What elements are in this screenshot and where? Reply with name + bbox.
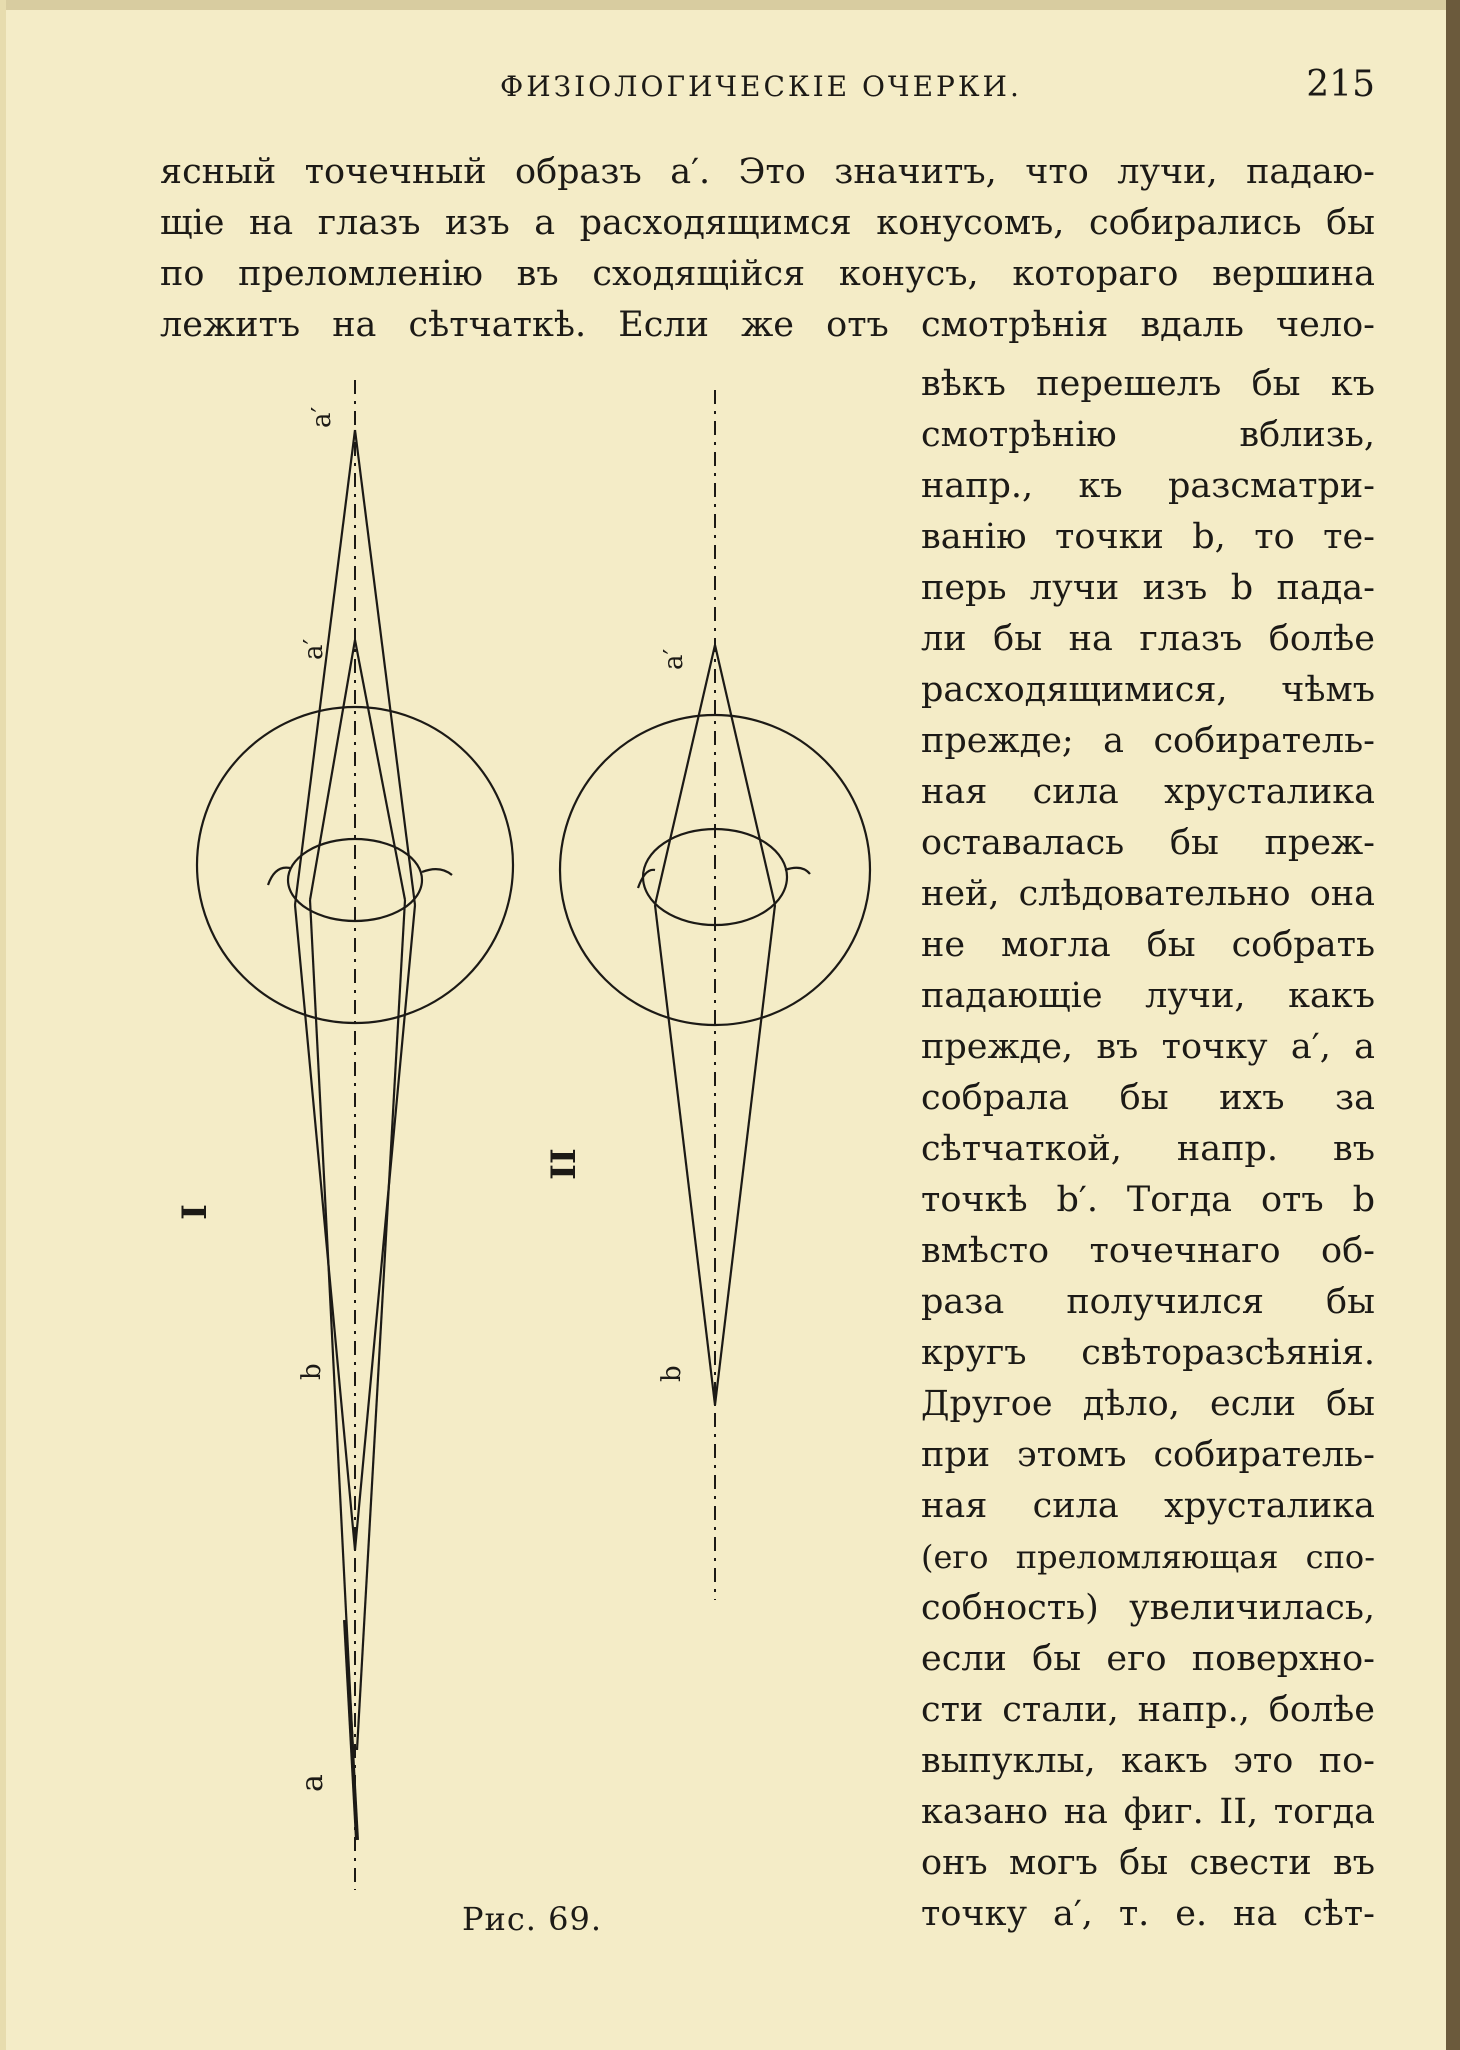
ray-3 xyxy=(310,640,355,900)
column-line: оставалась бы преж- xyxy=(921,823,1375,863)
text-line: щіе на глазъ изъ a расходящимся конусомъ, собирались бы xyxy=(160,203,1375,243)
ciliary-right-1 xyxy=(422,869,452,875)
page-header xyxy=(160,64,1375,114)
figure-panel-1 xyxy=(175,380,513,1890)
label-a-prime-retina-2: a′ xyxy=(659,648,689,670)
panel-label-2: II xyxy=(544,1148,584,1180)
column-line: прежде, въ точку a′, а xyxy=(921,1027,1375,1067)
page-number: 215 xyxy=(1306,64,1375,105)
ciliary-right-2 xyxy=(785,868,810,874)
ciliary-left-2 xyxy=(638,870,655,888)
figure-panel-2 xyxy=(544,390,870,1600)
column-line: не могла бы собрать xyxy=(921,925,1375,965)
column-line: собрала бы ихъ за xyxy=(921,1078,1375,1118)
label-b-1: b xyxy=(297,1363,327,1380)
column-line: онъ могъ бы свести въ xyxy=(921,1843,1375,1883)
label-a-bottom: a xyxy=(295,1774,330,1792)
panel-label-1: I xyxy=(175,1204,215,1220)
label-b-2: b xyxy=(657,1365,687,1382)
label-a-prime-retina-1: a′ xyxy=(299,638,329,660)
column-line: ная сила хрусталика xyxy=(921,1486,1375,1526)
ray-8 xyxy=(355,430,415,905)
figure-69 xyxy=(150,360,890,1920)
column-line: Другое дѣло, если бы xyxy=(921,1384,1375,1424)
ray-5 xyxy=(295,905,355,1550)
running-title: ФИЗІОЛОГИЧЕСКІЕ ОЧЕРКИ. xyxy=(500,70,1022,103)
column-line: вѣкъ перешелъ бы къ xyxy=(921,364,1375,404)
column-line: собность) увеличилась, xyxy=(921,1588,1375,1628)
column-line: перь лучи изъ b пада- xyxy=(921,568,1375,608)
column-line: ли бы на глазъ болѣе xyxy=(921,619,1375,659)
text-line: лежитъ на сѣтчаткѣ. Если же отъ смотрѣнія вдаль чело- xyxy=(160,305,1375,345)
ray-9 xyxy=(655,905,715,1405)
column-line: (его преломляющая спо- xyxy=(921,1538,1375,1576)
column-line: напр., къ разсматри- xyxy=(921,466,1375,506)
column-line: кругъ свѣторазсѣянія. xyxy=(921,1333,1375,1373)
column-line: прежде; а собиратель- xyxy=(921,721,1375,761)
column-line: казано на фиг. II, тогда xyxy=(921,1792,1375,1832)
column-line: ванію точки b, то те- xyxy=(921,517,1375,557)
column-line: смотрѣнію вблизь, xyxy=(921,415,1375,455)
column-line: расходящимися, чѣмъ xyxy=(921,670,1375,710)
page-top-band xyxy=(0,0,1446,10)
column-line: при этомъ собиратель- xyxy=(921,1435,1375,1475)
ray-6 xyxy=(355,905,415,1550)
column-line: вмѣсто точечнаго об- xyxy=(921,1231,1375,1271)
column-line: точку a′, т. е. на сѣт- xyxy=(921,1894,1375,1934)
ray-2 xyxy=(357,900,405,1750)
column-line: раза получился бы xyxy=(921,1282,1375,1322)
column-line: падающіе лучи, какъ xyxy=(921,976,1375,1016)
column-line: выпуклы, какъ это по- xyxy=(921,1741,1375,1781)
eyeball-2 xyxy=(560,715,870,1025)
column-line: ней, слѣдовательно она xyxy=(921,874,1375,914)
column-line: сти стали, напр., болѣе xyxy=(921,1690,1375,1730)
eye-diagram xyxy=(150,360,890,1920)
ciliary-left-1 xyxy=(268,868,290,885)
column-line: ная сила хрусталика xyxy=(921,772,1375,812)
figure-caption: Рис. 69. xyxy=(462,1900,603,1938)
column-line: точкѣ b′. Тогда отъ b xyxy=(921,1180,1375,1220)
column-line: сѣтчаткой, напр. въ xyxy=(921,1129,1375,1169)
text-line: по преломленію въ сходящійся конусъ, котораго вершина xyxy=(160,254,1375,294)
column-line: если бы его поверхно- xyxy=(921,1639,1375,1679)
ray-10 xyxy=(715,905,775,1405)
label-a-prime-top: a′ xyxy=(307,406,337,428)
ray-11 xyxy=(655,645,715,905)
ray-7 xyxy=(295,430,355,905)
ray-12 xyxy=(715,645,775,905)
text-line: ясный точечный образъ a′. Это значитъ, что лучи, падаю- xyxy=(160,152,1375,192)
